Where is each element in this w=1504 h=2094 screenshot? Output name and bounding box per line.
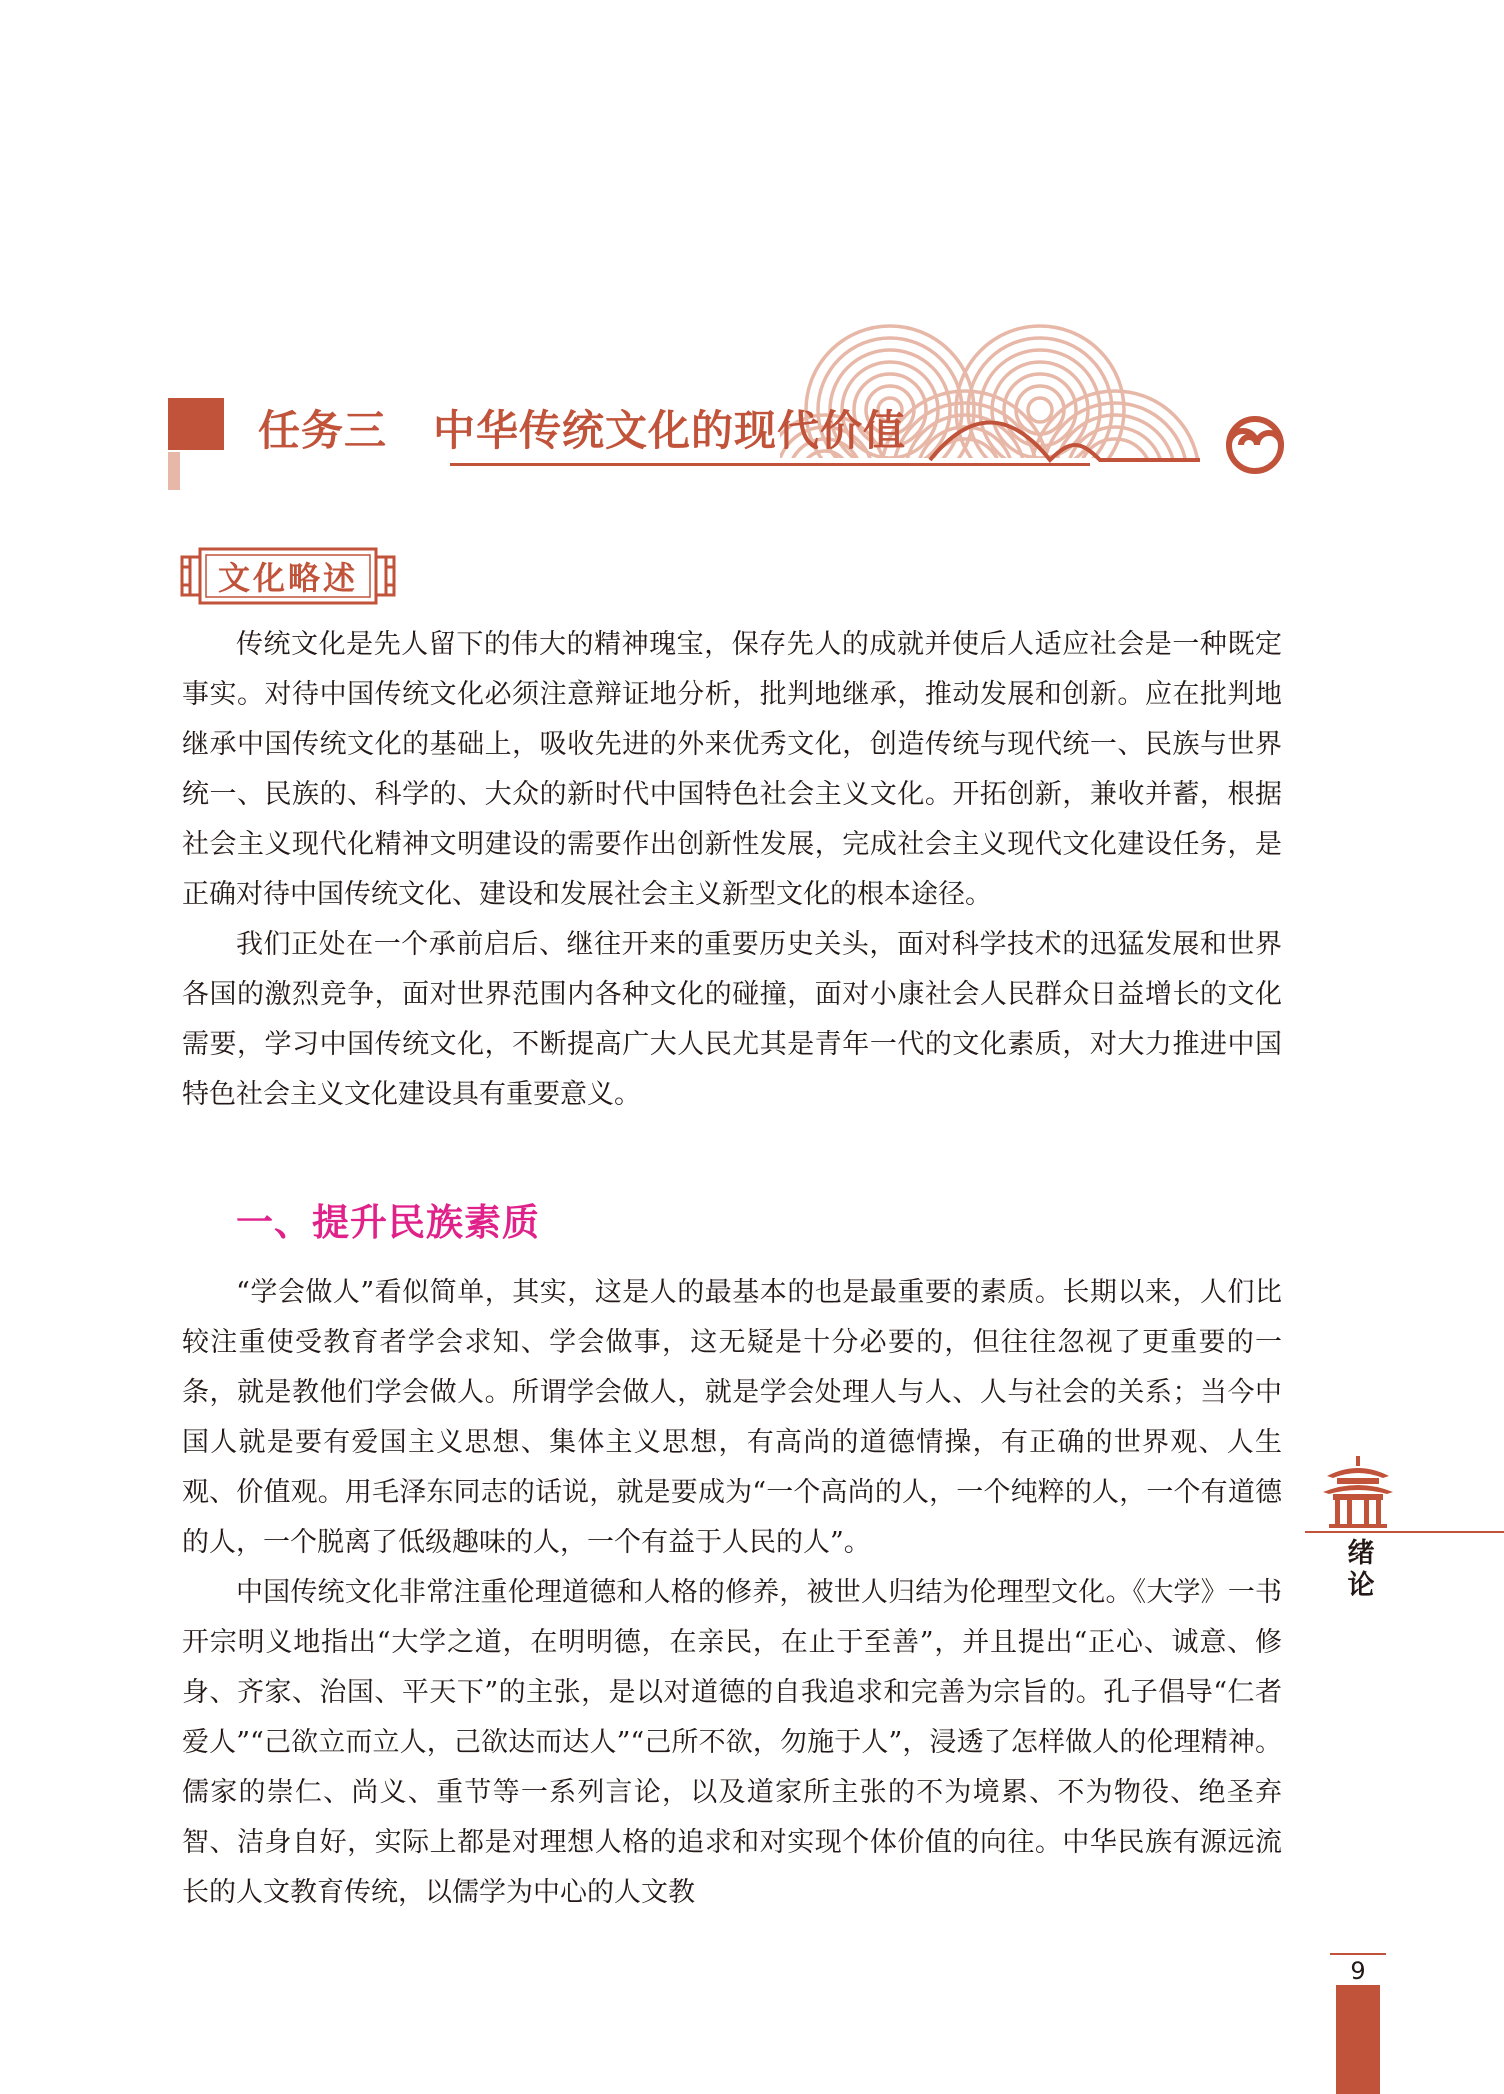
pagoda-icon	[1323, 1456, 1393, 1528]
section-tag-label: 文化略述	[217, 559, 358, 597]
paragraph: “学会做人”看似简单，其实，这是人的最基本的也是最重要的素质。长期以来，人们比较注重使受教育者学会求知、学会做事，这无疑是十分必要的，但往往忽视了更重要的一条，就是教他们学会做人。所谓学会做人，就是学会处理人与人、人与社会的关系；当今中国人就是要有爱国主义思想、集体主义思想，有高尚的道德情操，有正确的世界观、人生观、价值观。用毛泽东同志的话说，就是要成为“一个高尚的人，一个纯粹的人，一个有道德的人，一个脱离了低级趣味的人，一个有益于人民的人”。	[182, 1277, 1282, 1558]
paragraph: 中国传统文化非常注重伦理道德和人格的修养，被世人归结为伦理型文化。《大学》一书开宗明义地指出“大学之道，在明明德，在亲民，在止于至善”，并且提出“正心、诚意、修身、齐家、治国、平天下”的主张，是以对道德的自我追求和完善为宗旨的。孔子倡导“仁者爱人”“己欲立而立人，己欲达而达人”“己所不欲，勿施于人”，浸透了怎样做人的伦理精神。儒家的崇仁、尚义、重节等一系列言论，以及道家所主张的不为境累、不为物役、绝圣弃智、洁身自好，实际上都是对理想人格的追求和对实现个体价值的向往。中华民族有源远流长的人文教育传统，以儒学为中心的人文教	[182, 1577, 1282, 1908]
page-bar	[1336, 1985, 1380, 2094]
task-name: 中华传统文化的现代价值	[433, 406, 907, 455]
paragraph: 传统文化是先人留下的伟大的精神瑰宝，保存先人的成就并使后人适应社会是一种既定事实。对待中国传统文化必须注意辩证地分析，批判地继承，推动发展和创新。应在批判地继承中国传统文化的基础上，吸收先进的外来优秀文化，创造传统与现代统一、民族与世界统一、民族的、科学的、大众的新时代中国特色社会主义文化。开拓创新，兼收并蓄，根据社会主义现代化精神文明建设的需要作出创新性发展，完成社会主义现代文化建设任务，是正确对待中国传统文化、建设和发展社会主义新型文化的根本途径。	[182, 629, 1282, 910]
page-number: 9	[1350, 1957, 1366, 1985]
chapter-label: 绪论	[1347, 1538, 1375, 1601]
side-rule	[1305, 1531, 1504, 1533]
title-underline	[450, 463, 1090, 466]
paragraph: 我们正处在一个承前启后、继往开来的重要历史关头，面对科学技术的迅猛发展和世界各国的激烈竞争，面对世界范围内各种文化的碰撞，面对小康社会人民群众日益增长的文化需要，学习中国传统文化，不断提高广大人民尤其是青年一代的文化素质，对大力推进中国特色社会主义文化建设具有重要意义。	[182, 929, 1282, 1110]
title-marker-strip	[168, 452, 180, 490]
section-heading: 一、提升民族素质	[236, 1201, 540, 1244]
title-marker	[168, 398, 224, 450]
overview-text	[182, 620, 1282, 1120]
section-text	[182, 1268, 1282, 1918]
task-title	[258, 398, 906, 458]
task-number: 任务三	[258, 406, 388, 455]
